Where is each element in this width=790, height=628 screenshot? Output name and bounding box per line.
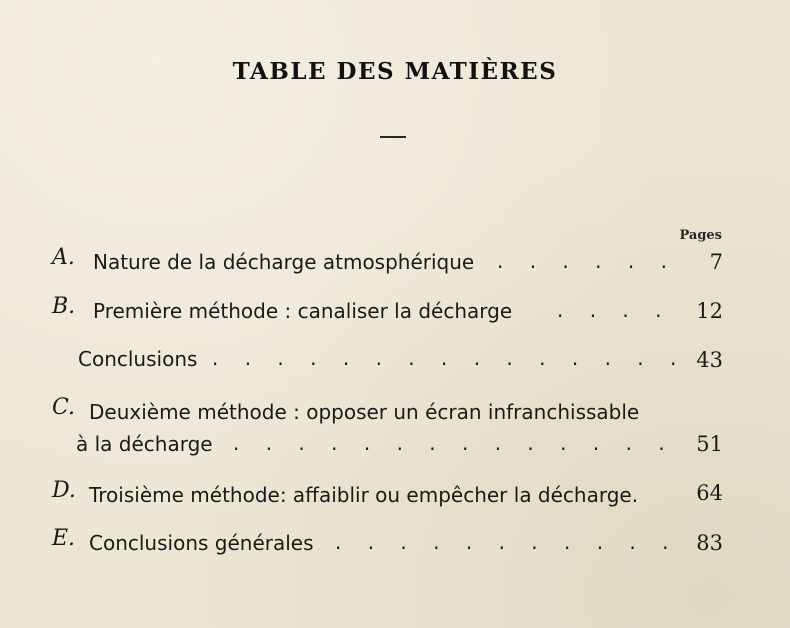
entry-page: 83 <box>696 531 723 555</box>
entry-letter: E. <box>52 526 76 551</box>
entry-letter: D. <box>52 478 76 503</box>
entry-leader: . . . . . . . . . . . <box>335 530 679 554</box>
entry-page: 64 <box>696 481 723 505</box>
entry-leader: . . . . . . . . . . . . . . <box>233 431 675 455</box>
entry-text: Nature de la décharge atmosphérique <box>93 250 475 274</box>
entry-page: 51 <box>696 432 723 456</box>
entry-text: Conclusions générales <box>89 531 314 555</box>
title-rule <box>380 136 406 138</box>
entry-leader: . . . . . . . . . . . . . . . <box>212 346 687 370</box>
entry-leader: . . . . <box>557 298 672 322</box>
entry-text-continuation: à la décharge <box>76 432 213 456</box>
entry-text: Conclusions <box>78 347 198 371</box>
entry-page: 12 <box>696 299 723 323</box>
entry-letter: A. <box>52 245 75 270</box>
entry-letter: C. <box>52 395 76 420</box>
entry-text: Troisième méthode: affaiblir ou empêcher la décharge. <box>89 483 639 507</box>
page-title: TABLE DES MATIÈRES <box>232 58 558 85</box>
entry-page: 7 <box>709 250 723 274</box>
entry-letter: B. <box>52 294 76 319</box>
entry-page: 43 <box>696 348 723 372</box>
entry-text: Deuxième méthode : opposer un écran infranchissable <box>89 400 640 424</box>
pages-column-header: Pages <box>679 228 722 243</box>
entry-leader: . . . . . . <box>497 249 677 273</box>
entry-text: Première méthode : canaliser la décharge <box>93 299 513 323</box>
